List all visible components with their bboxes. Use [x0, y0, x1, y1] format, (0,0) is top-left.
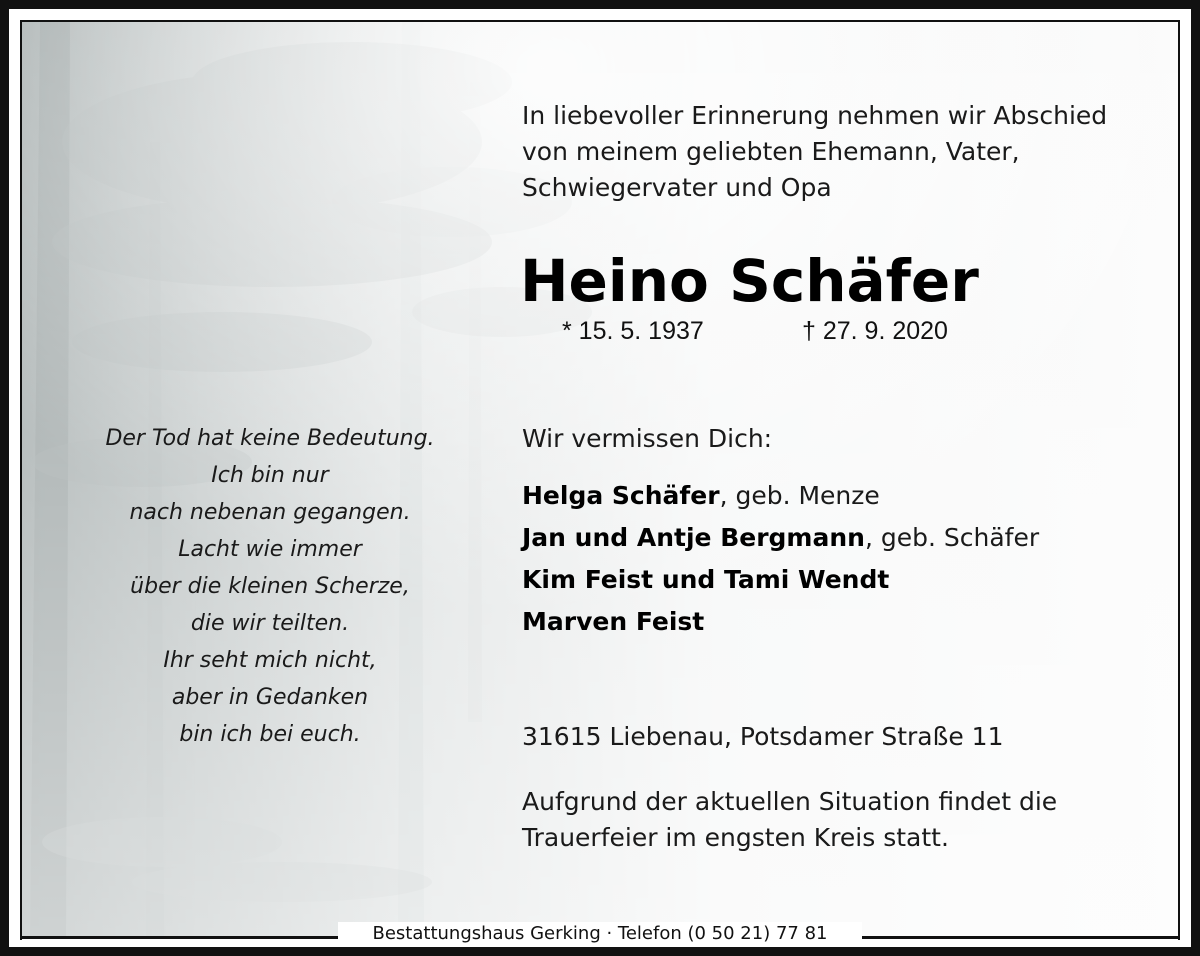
poem-line: Der Tod hat keine Bedeutung. [105, 426, 435, 451]
mourner-entry [522, 475, 1039, 517]
poem-line: aber in Gedanken [171, 685, 369, 710]
poem [54, 420, 486, 753]
birth-date: * 15. 5. 1937 [562, 317, 704, 345]
bottom-rule-right [862, 936, 1180, 939]
bottom-rule-left [20, 936, 338, 939]
mourner-name: Helga Schäfer [522, 481, 720, 510]
intro-line: Schwiegervater und Opa [522, 173, 832, 202]
mourner-entry [522, 559, 1039, 601]
mourners-list [522, 475, 1039, 643]
intro-line: In liebevoller Erinnerung nehmen wir Abschied [522, 101, 1108, 130]
poem-line: über die kleinen Scherze, [130, 574, 410, 599]
funeral-home-footer: Bestattungshaus Gerking · Telefon (0 50 21) 77 81 [338, 922, 862, 946]
mourner-entry [522, 601, 1039, 643]
address: 31615 Liebenau, Potsdamer Straße 11 [522, 722, 1004, 751]
poem-line: nach nebenan gegangen. [129, 500, 411, 525]
mourner-name: Kim Feist und Tami Wendt [522, 565, 890, 594]
intro-line: von meinem geliebten Ehemann, Vater, [522, 137, 1020, 166]
poem-line: bin ich bei euch. [179, 722, 361, 747]
mourner-name: Marven Feist [522, 607, 705, 636]
mourners-heading: Wir vermissen Dich: [522, 424, 773, 453]
ceremony-notice-line: Trauerfeier im engsten Kreis statt. [522, 823, 949, 852]
mourner-note: , geb. Schäfer [864, 523, 1040, 552]
mourner-entry [522, 517, 1039, 559]
poem-line: Ich bin nur [211, 463, 329, 488]
poem-line: die wir teilten. [190, 611, 350, 636]
mourner-note: , geb. Menze [719, 481, 880, 510]
poem-line: Lacht wie immer [178, 537, 362, 562]
ceremony-notice-line: Aufgrund der aktuellen Situation findet die [522, 787, 1058, 816]
intro-text [522, 98, 1107, 206]
mourner-name: Jan und Antje Bergmann [522, 523, 865, 552]
deceased-name: Heino Schäfer [520, 247, 979, 315]
death-date: † 27. 9. 2020 [802, 317, 948, 345]
ceremony-notice [522, 784, 1057, 856]
poem-line: Ihr seht mich nicht, [163, 648, 377, 673]
